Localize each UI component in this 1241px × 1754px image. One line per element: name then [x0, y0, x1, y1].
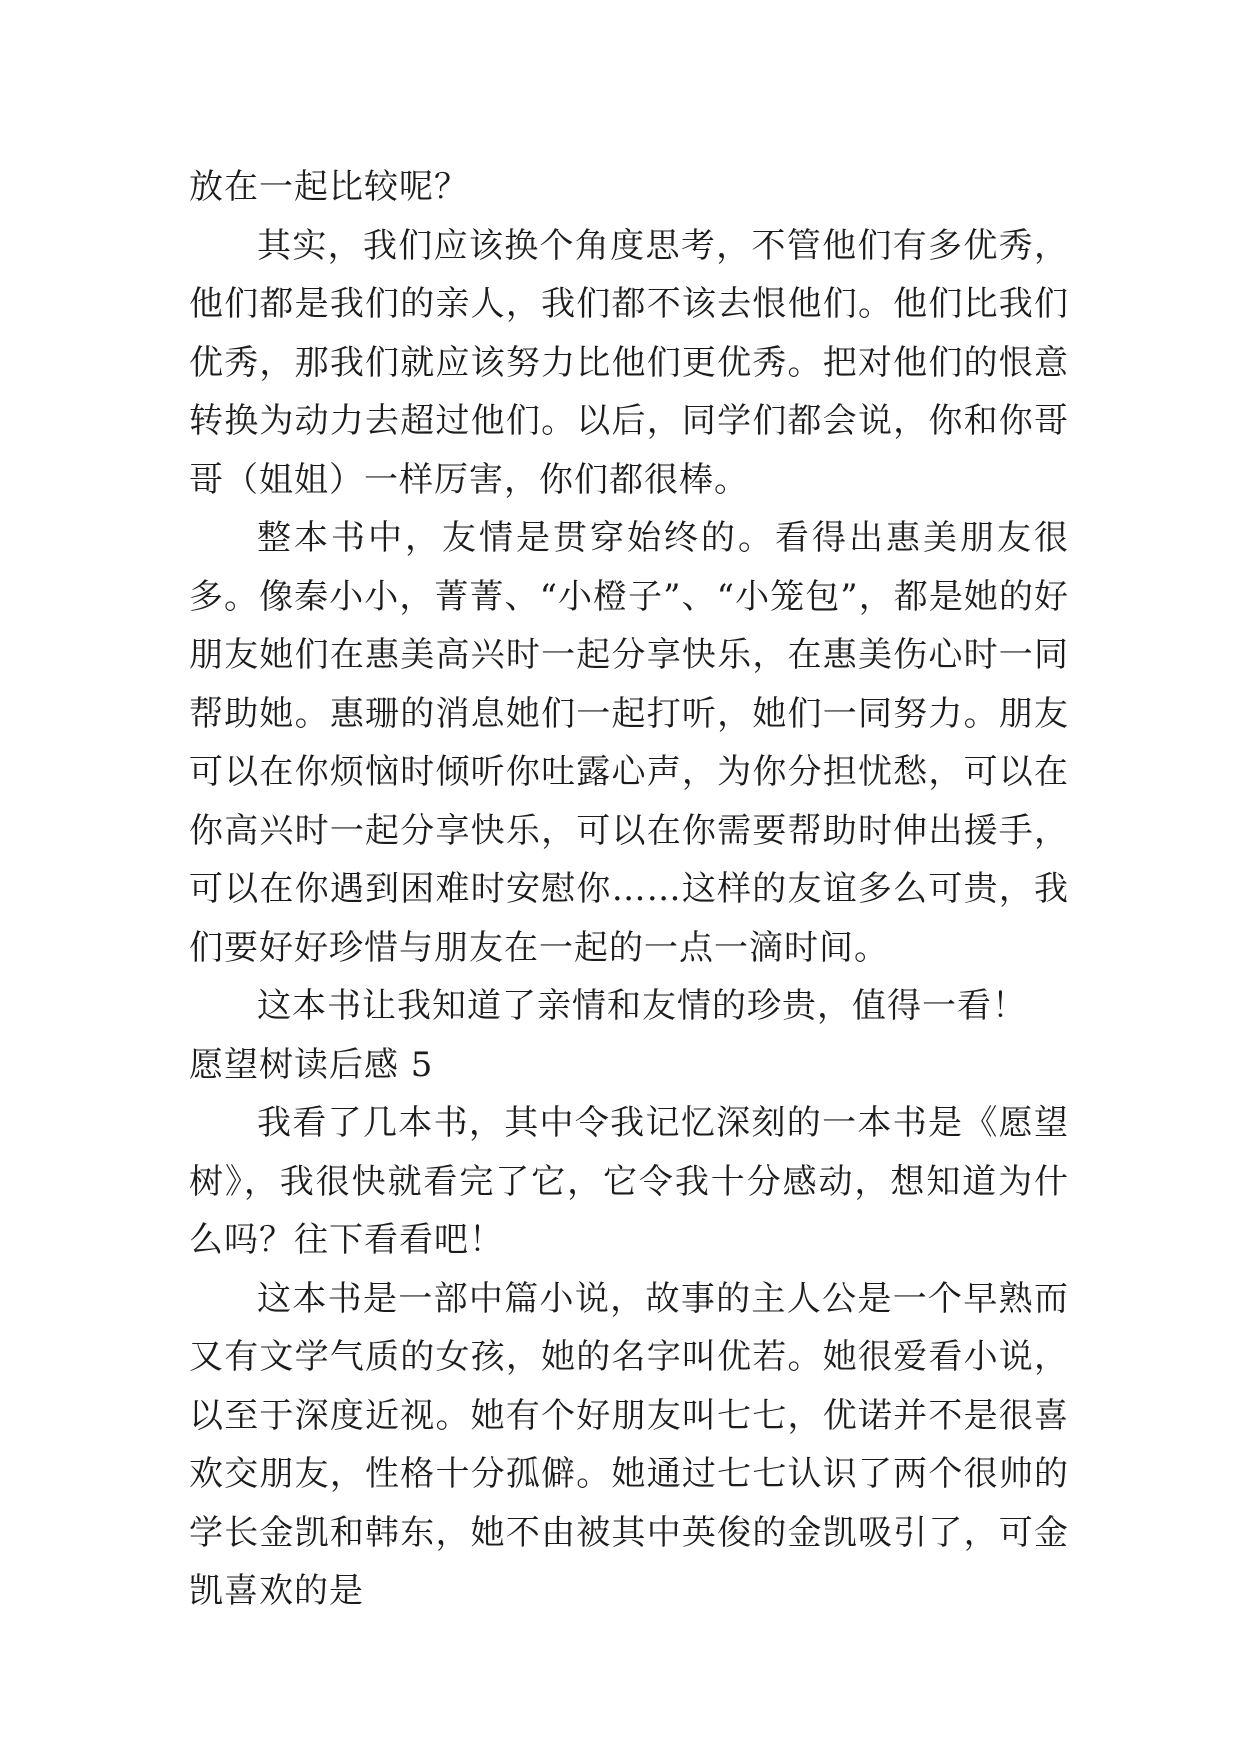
- document-body: [189, 158, 1069, 1621]
- section-title: 愿望树读后感 5: [189, 1044, 434, 1085]
- paragraph-conclusion: 这本书让我知道了亲情和友情的珍贵，值得一看！: [257, 986, 1027, 1026]
- paragraph-siblings: 其实，我们应该换个角度思考，不管他们有多优秀，他们都是我们的亲人，我们都不该去恨他们。他们比我们优秀，那我们就应该努力比他们更优秀。把对他们的恨意转换为动力去超过他们。以后，同学们都会说，你和你哥哥（姐姐）一样厉害，你们都很棒。: [189, 225, 1069, 500]
- paragraph-intro: 我看了几本书，其中令我记忆深刻的一本书是《愿望树》，我很快就看完了它，它令我十分感动，想知道为什么吗？往下看看吧！: [189, 1103, 1069, 1260]
- paragraph-friendship: 整本书中，友情是贯穿始终的。看得出惠美朋友很多。像秦小小，菁菁、“小橙子”、“小笼包”，都是她的好朋友她们在惠美高兴时一起分享快乐，在惠美伤心时一同帮助她。惠珊的消息她们一起打听，她们一同努力。朋友可以在你烦恼时倾听你吐露心声，为你分担忧愁，可以在你高兴时一起分享快乐，可以在你需要帮助时伸出援手，可以在你遇到困难时安慰你……这样的友谊多么可贵，我们要好好珍惜与朋友在一起的一点一滴时间。: [189, 518, 1069, 968]
- paragraph-story: 这本书是一部中篇小说，故事的主人公是一个早熟而又有文学气质的女孩，她的名字叫优若。她很爱看小说，以至于深度近视。她有个好朋友叫七七，优诺并不是很喜欢交朋友，性格十分孤僻。她通过七七认识了两个很帅的学长金凯和韩东，她不由被其中英俊的金凯吸引了，可金凯喜欢的是: [189, 1278, 1069, 1611]
- continuation-text: 放在一起比较呢？: [189, 167, 469, 207]
